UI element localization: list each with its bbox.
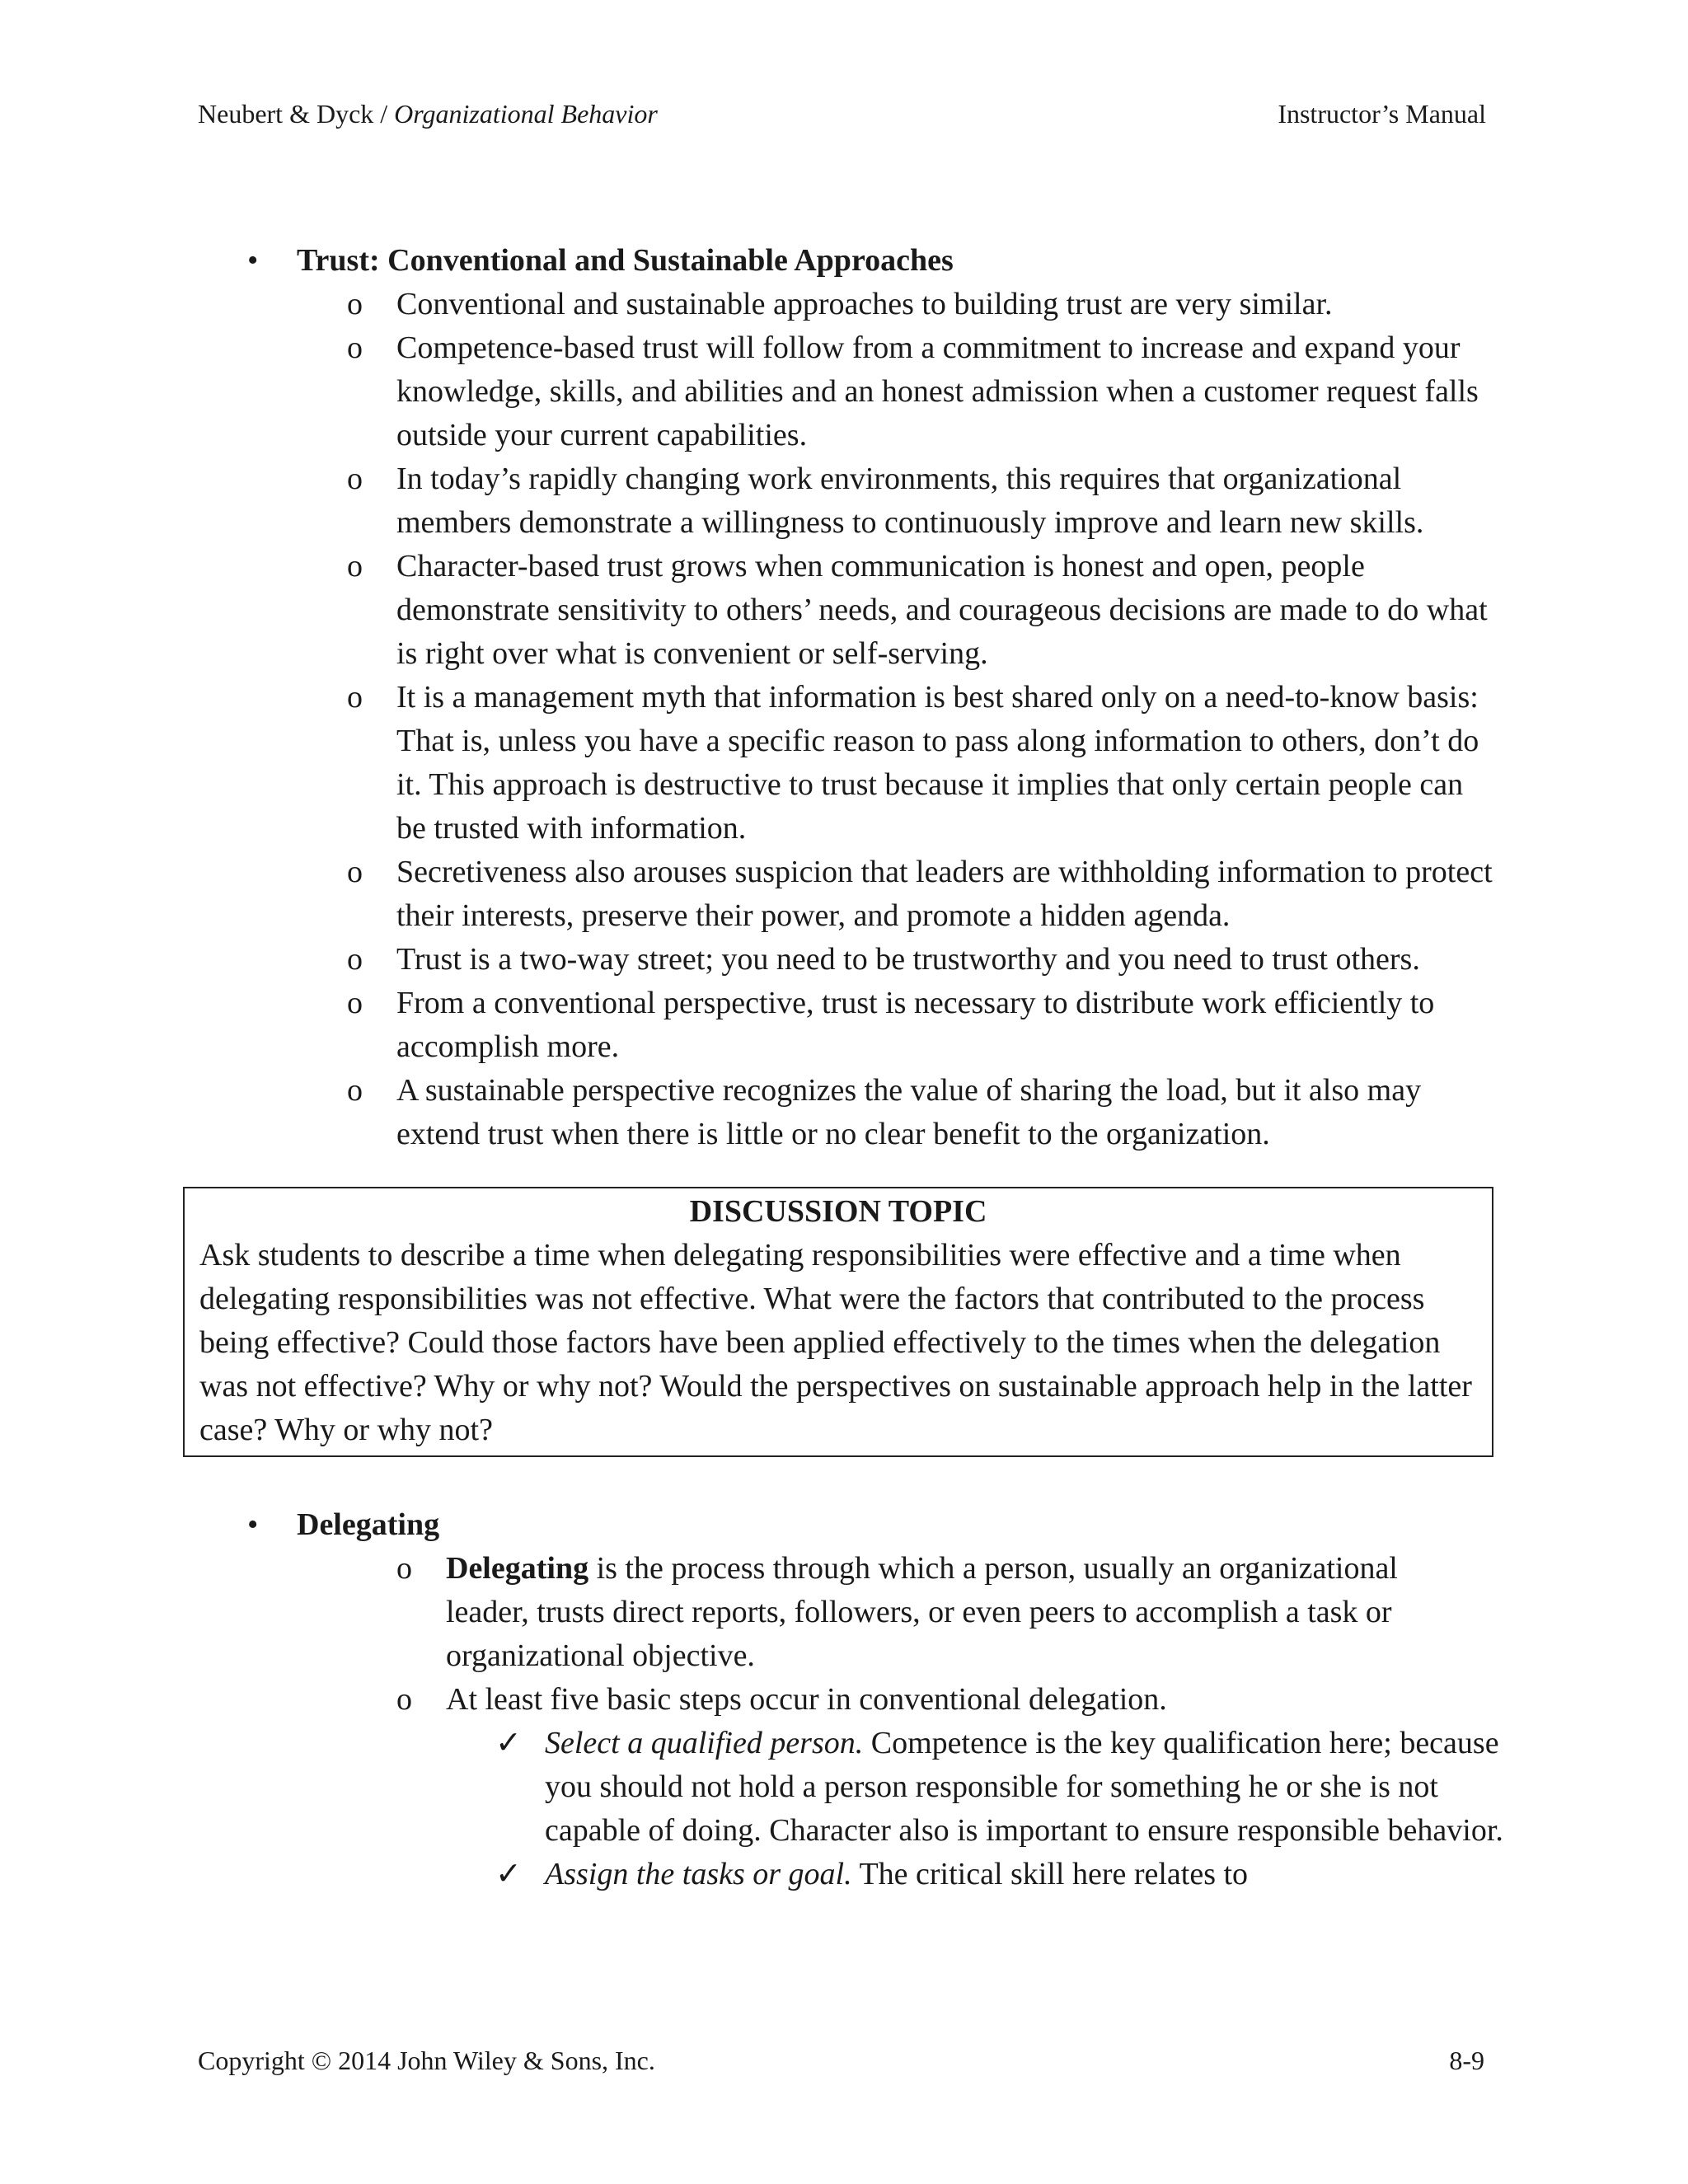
sub-bullet-marker: o [347, 680, 363, 715]
sub-bullet-marker: o [396, 1551, 412, 1586]
trust-item-text: In today’s rapidly changing work environments, this requires that organizational members demonstrate a willingness to continuously improve and learn new skills. [396, 462, 1424, 540]
footer-page-number: 8-9 [1449, 2046, 1484, 2075]
sub-bullet-marker: o [347, 1073, 363, 1108]
trust-item-text: It is a management myth that information is best shared only on a need-to-know basis: That is, unless you have a specific reason to pass along information to others, don’t do it. This approach is destructive to trust because it implies that only certain people can be trusted with information. [396, 680, 1479, 846]
step-text [545, 1853, 1517, 1896]
list-item [0, 545, 1688, 676]
trust-heading-row [0, 239, 1688, 283]
list-item [0, 982, 1688, 1069]
trust-item-text: Competence-based trust will follow from a commitment to increase and expand your knowledge, skills, and abilities and an honest admission when a customer request falls outside your current capabilities. [396, 330, 1479, 452]
header-manual: Instructor’s Manual [1278, 99, 1486, 129]
footer-copyright: Copyright © 2014 John Wiley & Sons, Inc. [198, 2046, 655, 2075]
spacer [0, 1457, 1688, 1503]
trust-item-text: Secretiveness also arouses suspicion that leaders are withholding information to protect their interests, preserve their power, and promote a hidden agenda. [396, 855, 1493, 933]
header-left [198, 97, 658, 130]
list-item [0, 938, 1688, 982]
discussion-title: DISCUSSION TOPIC [689, 1194, 987, 1229]
list-item [0, 1678, 1688, 1722]
page-header [198, 97, 1486, 130]
trust-item-text: Conventional and sustainable approaches to building trust are very similar. [396, 287, 1333, 321]
header-authors: Neubert & Dyck / [198, 99, 395, 129]
sub-bullet-marker: o [347, 986, 363, 1020]
delegation-steps-intro: At least five basic steps occur in conventional delegation. [446, 1682, 1167, 1717]
sub-bullet-marker: o [396, 1682, 412, 1717]
delegating-heading-row [0, 1503, 1688, 1547]
trust-item-text: Character-based trust grows when communication is honest and open, people demonstrate sensitivity to others’ needs, and courageous decisions are made to do what is right over what is convenient or self-serving. [396, 549, 1488, 671]
step-title: Assign the tasks or goal. [545, 1857, 852, 1891]
step-description: The critical skill here relates to [851, 1857, 1249, 1891]
sub-bullet-marker: o [347, 287, 363, 321]
sub-bullet-marker: o [347, 549, 363, 583]
list-item [0, 1069, 1688, 1156]
trust-heading: Trust: Conventional and Sustainable Approaches [297, 243, 954, 278]
step-text [545, 1722, 1517, 1853]
delegating-heading: Delegating [297, 1507, 440, 1542]
list-item [0, 457, 1688, 545]
step-title: Select a qualified person. [545, 1726, 864, 1760]
page-footer [198, 2044, 1484, 2077]
checkmark-icon: ✓ [495, 1726, 522, 1760]
check-item [0, 1722, 1688, 1853]
list-item [0, 676, 1688, 851]
trust-item-text: From a conventional perspective, trust is necessary to distribute work efficiently to accomplish more. [396, 986, 1435, 1064]
header-book-title: Organizational Behavior [394, 99, 658, 129]
page-content [0, 239, 1688, 1896]
step-description: Competence is the key qualification here; because you should not hold a person responsible for something he or she is not capable of doing. Character also is important to ensure responsible behavior. [545, 1726, 1503, 1848]
discussion-topic-box [183, 1187, 1493, 1457]
sub-bullet-marker: o [347, 855, 363, 889]
list-item [0, 326, 1688, 457]
sub-bullet-marker: o [347, 942, 363, 977]
sub-bullet-marker: o [347, 462, 363, 496]
list-item [0, 283, 1688, 326]
checkmark-icon: ✓ [495, 1857, 522, 1891]
discussion-body: Ask students to describe a time when delegating responsibilities were effective and a time when delegating responsibilities was not effective. What were the factors that contributed to the process being effective? Could those factors have been applied effectively to the times when the delegation was not effective? Why or why not? Would the perspectives on sustainable approach help in the latter case? Why or why not? [199, 1238, 1472, 1447]
sub-bullet-marker: o [347, 330, 363, 365]
list-item [0, 851, 1688, 938]
delegating-definition [446, 1547, 1484, 1678]
delegating-term: Delegating [446, 1551, 589, 1586]
trust-item-text: A sustainable perspective recognizes the value of sharing the load, but it also may extend trust when there is little or no clear benefit to the organization. [396, 1073, 1422, 1151]
bullet-marker: • [247, 243, 259, 278]
trust-item-text: Trust is a two-way street; you need to be trustworthy and you need to trust others. [396, 942, 1420, 977]
list-item [0, 1547, 1688, 1678]
bullet-marker: • [247, 1507, 259, 1542]
check-item [0, 1853, 1688, 1896]
delegating-definition-text: is the process through which a person, usually an organizational leader, trusts direct reports, followers, or even peers to accomplish a task or organizational objective. [446, 1551, 1398, 1673]
